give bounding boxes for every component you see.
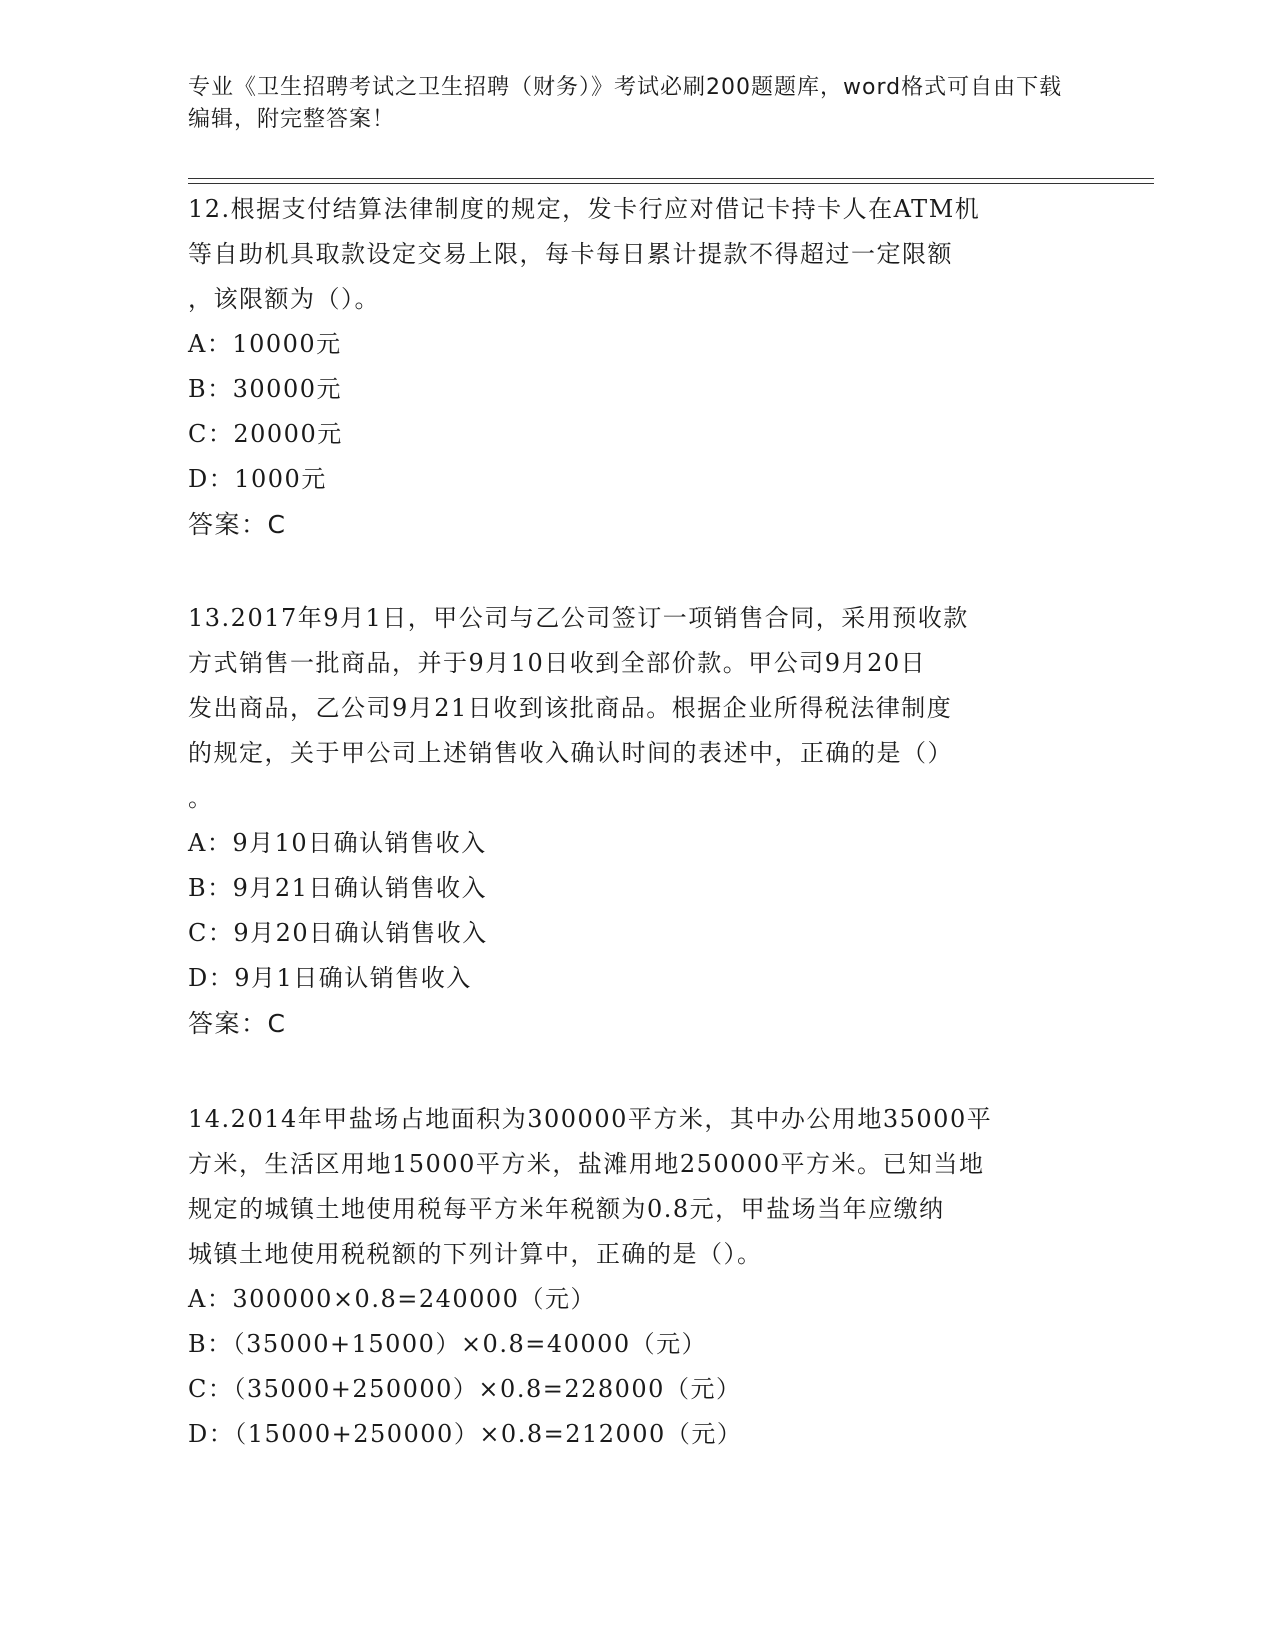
- question-stem-line: 方式销售一批商品，并于9月10日收到全部价款。甲公司9月20日: [188, 649, 927, 677]
- option-d: D：（15000+250000）×0.8=212000（元）: [188, 1420, 743, 1448]
- question-14: [188, 1097, 1088, 1457]
- question-stem-line: 。: [188, 784, 214, 812]
- question-stem-line: 12.根据支付结算法律制度的规定，发卡行应对借记卡持卡人在ATM机: [188, 195, 981, 223]
- answer-line: 答案：C: [188, 1009, 287, 1038]
- answer-line: 答案：C: [188, 510, 287, 539]
- question-stem-line: 方米，生活区用地15000平方米，盐滩用地250000平方米。已知当地: [188, 1150, 985, 1178]
- question-stem-line: 规定的城镇土地使用税每平方米年税额为0.8元，甲盐场当年应缴纳: [188, 1195, 945, 1223]
- option-a: A：9月10日确认销售收入: [188, 829, 487, 857]
- question-stem-line: ，该限额为（）。: [188, 285, 380, 313]
- option-d: D：9月1日确认销售收入: [188, 964, 472, 992]
- option-c: C：9月20日确认销售收入: [188, 919, 488, 947]
- option-b: B：（35000+15000）×0.8=40000（元）: [188, 1330, 708, 1358]
- question-stem-line: 的规定，关于甲公司上述销售收入确认时间的表述中，正确的是（）: [188, 739, 953, 767]
- document-header: 专业《卫生招聘考试之卫生招聘（财务）》考试必刷200题题库，word格式可自由下载编辑，附完整答案！: [188, 75, 1063, 132]
- option-a: A：10000元: [188, 330, 342, 358]
- question-stem-line: 13.2017年9月1日，甲公司与乙公司签订一项销售合同，采用预收款: [188, 604, 969, 632]
- option-c: C：20000元: [188, 420, 343, 448]
- option-c: C：（35000+250000）×0.8=228000（元）: [188, 1375, 742, 1403]
- question-13: [188, 596, 1088, 1046]
- header-divider-bottom: [188, 183, 1154, 184]
- option-a: A：300000×0.8=240000（元）: [188, 1285, 596, 1313]
- question-stem-line: 发出商品，乙公司9月21日收到该批商品。根据企业所得税法律制度: [188, 694, 953, 722]
- option-d: D：1000元: [188, 465, 327, 493]
- question-stem-line: 等自助机具取款设定交易上限，每卡每日累计提款不得超过一定限额: [188, 240, 953, 268]
- question-stem-line: 14.2014年甲盐场占地面积为300000平方米，其中办公用地35000平: [188, 1105, 993, 1133]
- question-12: [188, 187, 1088, 547]
- question-stem-line: 城镇土地使用税税额的下列计算中，正确的是（）。: [188, 1240, 763, 1268]
- option-b: B：30000元: [188, 375, 342, 403]
- header-divider-top: [188, 178, 1154, 179]
- option-b: B：9月21日确认销售收入: [188, 874, 487, 902]
